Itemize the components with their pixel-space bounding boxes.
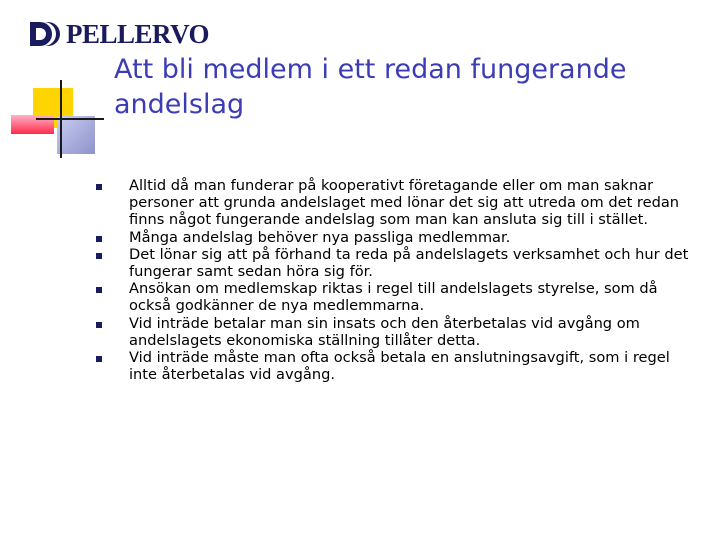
logo-mark-icon <box>28 19 62 49</box>
bullet-marker-icon <box>96 287 102 293</box>
bullet-text: Många andelslag behöver nya passliga medlemmar. <box>129 228 511 246</box>
bullet-text: Vid inträde måste man ofta också betala en anslutningsavgift, som i regel inte återbetalas vid avgång. <box>129 349 670 384</box>
pellervo-logo <box>28 16 209 52</box>
bullet-text: Alltid då man funderar på kooperativt företagande eller om man saknar personer att grunda andelslaget med lönar det sig att utreda om det redan finns något fungerande andelslag som man kan ansluta sig till i stället. <box>129 177 680 229</box>
logo-text: PELLERVO <box>66 18 210 49</box>
bullet-text: Vid inträde betalar man sin insats och den återbetalas vid avgång om andelslagets ekonomiska ställning tillåter detta. <box>129 314 640 349</box>
bullet-text: Det lönar sig att på förhand ta reda på andelslagets verksamhet och hur det fungerar samt sedan höra sig för. <box>129 245 689 281</box>
bullet-item <box>96 349 696 383</box>
bullet-list <box>96 177 696 383</box>
bullet-text: Ansökan om medlemskap riktas i regel till andelslagets styrelse, som då också godkänner de nya medlemmarna. <box>129 280 658 315</box>
bullet-item <box>96 177 696 229</box>
bullet-marker-icon <box>96 356 102 362</box>
bullet-marker-icon <box>96 236 102 242</box>
slide-title: Att bli medlem i ett redan fungerande andelslag <box>114 54 627 120</box>
decor-horizontal-line <box>36 118 104 120</box>
bullet-marker-icon <box>96 253 102 259</box>
bullet-item <box>96 229 696 246</box>
bullet-item <box>96 280 696 314</box>
bullet-item <box>96 246 696 280</box>
decor-blue-square <box>57 116 95 154</box>
bullet-item <box>96 315 696 349</box>
bullet-marker-icon <box>96 184 102 190</box>
bullet-marker-icon <box>96 322 102 328</box>
